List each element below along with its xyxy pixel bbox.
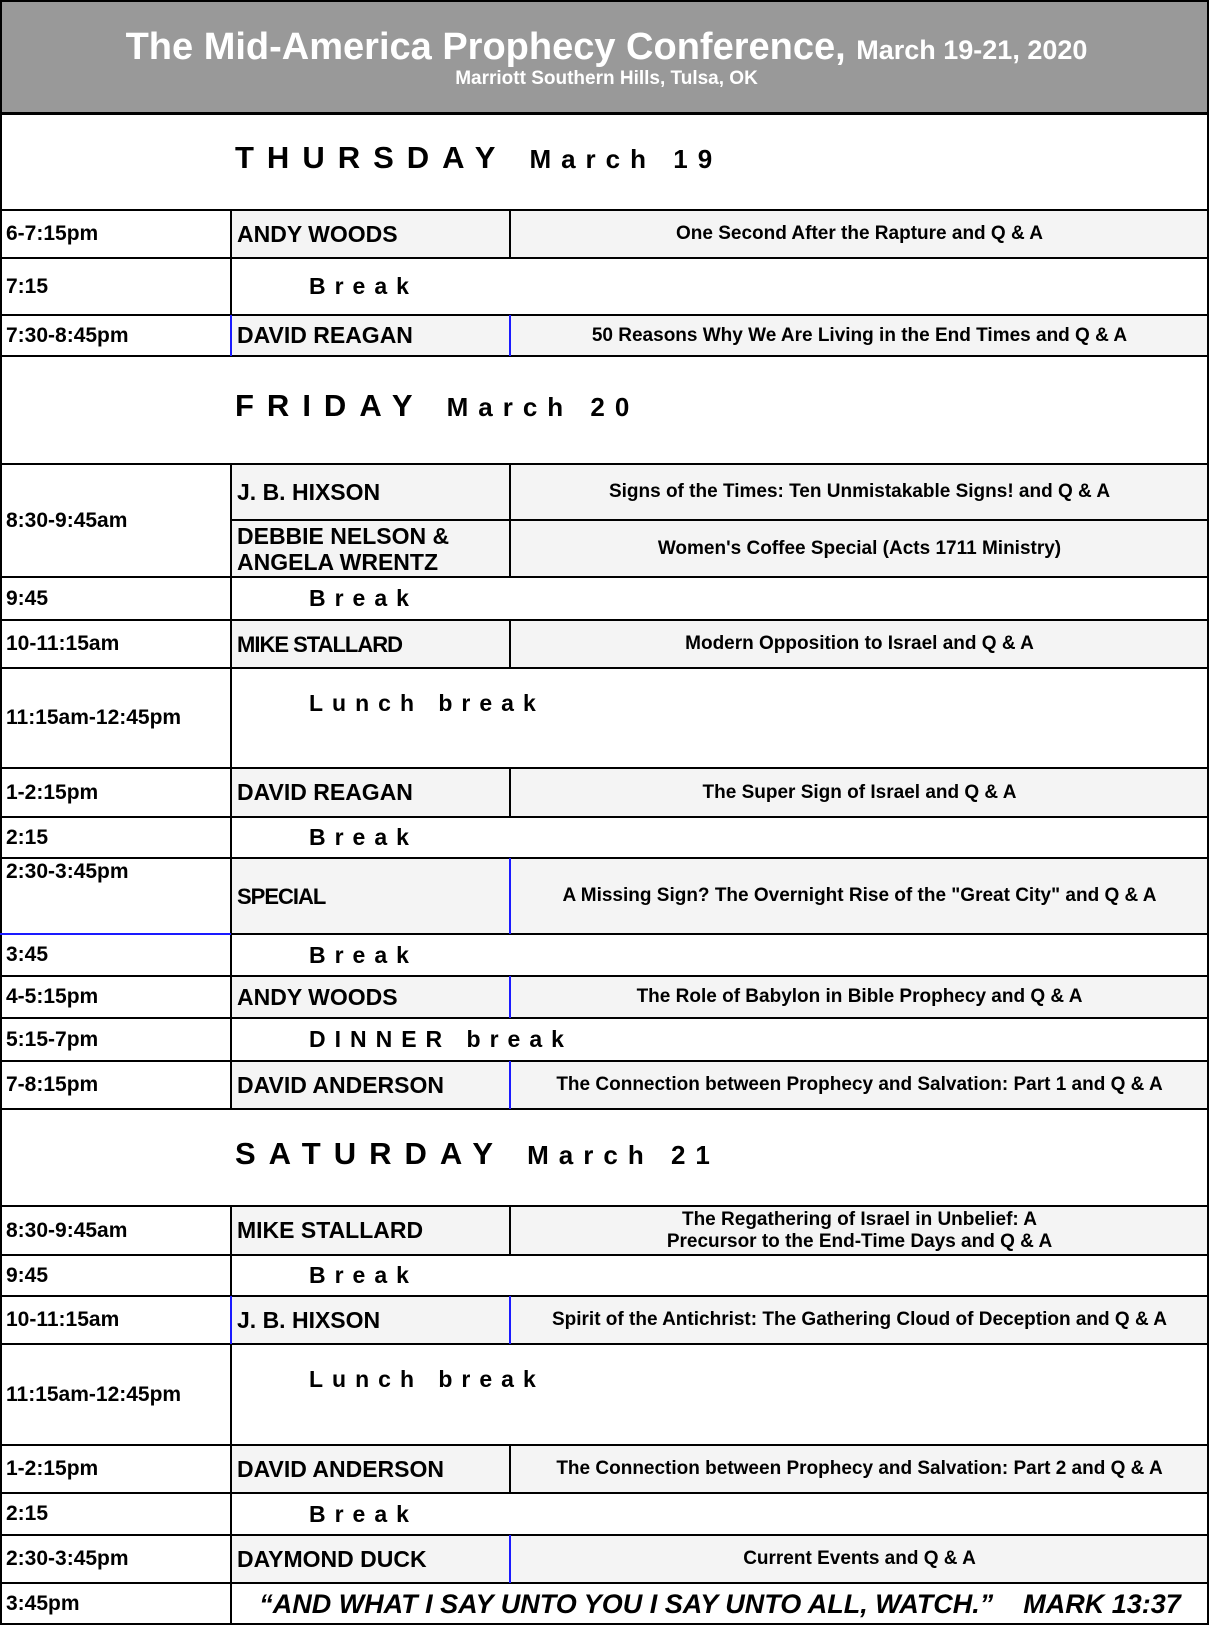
row-divider [0, 314, 1209, 316]
day-name: FRIDAY [235, 388, 447, 423]
session-time: 10-11:15am [0, 620, 231, 668]
column-divider [509, 620, 511, 668]
conference-dates: March 19-21, 2020 [856, 35, 1088, 65]
row-divider [0, 933, 231, 935]
row-divider [0, 816, 1209, 818]
session-time: 7:15 [0, 258, 231, 315]
day-label [235, 388, 639, 424]
column-divider [509, 315, 511, 356]
session-topic: The Role of Babylon in Bible Prophecy and Q & A [510, 976, 1209, 1018]
column-divider [230, 1061, 232, 1109]
session-topic: 50 Reasons Why We Are Living in the End Times and Q & A [510, 315, 1209, 356]
break-label: DINNER break [231, 1018, 1209, 1061]
session-time: 8:30-9:45am [0, 464, 231, 577]
column-divider [230, 768, 232, 817]
column-divider [230, 1493, 232, 1535]
column-divider [230, 1583, 232, 1625]
day-date: March 19 [529, 144, 723, 174]
break-label: Break [231, 1493, 1209, 1535]
session-topic: Signs of the Times: Ten Unmistakable Signs! and Q & A [510, 464, 1209, 520]
session-topic: Women's Coffee Special (Acts 1711 Ministry) [510, 520, 1209, 577]
row-divider [0, 463, 1209, 465]
row-divider [0, 209, 1209, 211]
session-speaker: DAVID REAGAN [231, 315, 510, 356]
column-divider [230, 817, 232, 858]
column-divider [230, 934, 232, 976]
column-divider [230, 1018, 232, 1061]
day-label [235, 1136, 720, 1172]
row-divider [0, 619, 1209, 621]
column-divider [230, 210, 232, 258]
session-topic: Modern Opposition to Israel and Q & A [510, 620, 1209, 668]
session-time: 3:45 [0, 934, 231, 976]
column-divider [230, 976, 232, 1018]
row-divider [0, 1492, 1209, 1494]
session-topic: The Connection between Prophecy and Salvation: Part 2 and Q & A [510, 1445, 1209, 1493]
session-time: 7:30-8:45pm [0, 315, 231, 356]
day-heading-friday [0, 356, 1209, 464]
conference-title [2, 24, 1209, 73]
row-divider [0, 576, 1209, 578]
row-divider [0, 1108, 1209, 1110]
column-divider [230, 858, 232, 934]
row-divider [0, 1534, 1209, 1536]
session-time: 7-8:15pm [0, 1061, 231, 1109]
break-label: Break [231, 1255, 1209, 1296]
row-divider [0, 1205, 1209, 1207]
day-heading-thursday [0, 114, 1209, 210]
schedule-header [0, 0, 1209, 114]
row-divider [0, 1295, 1209, 1297]
day-date: March 21 [527, 1139, 720, 1170]
row-divider [0, 1343, 1209, 1345]
session-time: 5:15-7pm [0, 1018, 231, 1061]
day-heading-saturday [0, 1109, 1209, 1206]
column-divider [509, 1061, 511, 1109]
session-topic: A Missing Sign? The Overnight Rise of the "Great City" and Q & A [510, 858, 1209, 934]
session-speaker: DEBBIE NELSON & ANGELA WRENTZ [231, 520, 510, 577]
row-divider [231, 519, 1209, 521]
session-time: 10-11:15am [0, 1296, 231, 1344]
session-time: 8:30-9:45am [0, 1206, 231, 1255]
session-topic: The Super Sign of Israel and Q & A [510, 768, 1209, 817]
break-label: Break [231, 934, 1209, 976]
row-divider [0, 667, 1209, 669]
column-divider [230, 1206, 232, 1255]
conference-name: The Mid-America Prophecy Conference, [125, 26, 846, 68]
session-topic: The Regathering of Israel in Unbelief: A Precursor to the End-Time Days and Q & A [510, 1206, 1209, 1255]
column-divider [509, 1296, 511, 1344]
row-divider [0, 257, 1209, 259]
column-divider [509, 768, 511, 817]
day-label [235, 140, 722, 176]
column-divider [509, 1206, 511, 1255]
session-speaker: ANDY WOODS [231, 210, 510, 258]
session-speaker: MIKE STALLARD [231, 620, 510, 668]
column-divider [230, 620, 232, 668]
session-time: 11:15am-12:45pm [0, 1344, 231, 1445]
row-divider [0, 1254, 1209, 1256]
break-label: Break [231, 577, 1209, 620]
session-time: 2:15 [0, 817, 231, 858]
column-divider [230, 258, 232, 315]
column-divider [230, 1344, 232, 1445]
column-divider [509, 464, 511, 577]
session-topic: Current Events and Q & A [510, 1535, 1209, 1583]
column-divider [509, 858, 511, 934]
column-divider [230, 464, 232, 577]
session-speaker: DAVID ANDERSON [231, 1061, 510, 1109]
session-speaker: DAVID REAGAN [231, 768, 510, 817]
column-divider [230, 1445, 232, 1493]
session-speaker: MIKE STALLARD [231, 1206, 510, 1255]
row-divider [0, 113, 1209, 115]
conference-venue: Marriott Southern Hills, Tulsa, OK [455, 68, 758, 89]
session-time: 3:45pm [0, 1583, 231, 1625]
session-time: 1-2:15pm [0, 768, 231, 817]
row-divider [0, 355, 1209, 357]
column-divider [509, 1445, 511, 1493]
row-divider [0, 1060, 1209, 1062]
column-divider [0, 114, 2, 1625]
session-topic: The Connection between Prophecy and Salvation: Part 1 and Q & A [510, 1061, 1209, 1109]
session-speaker: DAVID ANDERSON [231, 1445, 510, 1493]
day-date: March 20 [446, 392, 640, 422]
column-divider [509, 1535, 511, 1583]
session-time: 2:30-3:45pm [0, 858, 231, 934]
day-name: THURSDAY [235, 140, 530, 175]
session-speaker: J. B. HIXSON [231, 1296, 510, 1344]
session-time: 11:15am-12:45pm [0, 668, 231, 768]
column-divider [230, 1255, 232, 1296]
session-time: 2:15 [0, 1493, 231, 1535]
closing-quote: “AND WHAT I SAY UNTO YOU I SAY UNTO ALL, WATCH.” MARK 13:37 [231, 1583, 1209, 1625]
session-time: 4-5:15pm [0, 976, 231, 1018]
day-name: SATURDAY [235, 1135, 528, 1171]
row-divider [0, 857, 1209, 859]
session-time: 9:45 [0, 577, 231, 620]
row-divider [0, 767, 1209, 769]
break-label: Break [231, 817, 1209, 858]
session-speaker: DAYMOND DUCK [231, 1535, 510, 1583]
column-divider [230, 577, 232, 620]
session-speaker: SPECIAL [231, 858, 510, 934]
column-divider [230, 668, 232, 768]
column-divider [509, 210, 511, 258]
break-label: Break [231, 258, 1209, 315]
row-divider [0, 1017, 1209, 1019]
column-divider [230, 315, 232, 356]
column-divider [230, 1535, 232, 1583]
session-time: 1-2:15pm [0, 1445, 231, 1493]
session-topic: Spirit of the Antichrist: The Gathering Cloud of Deception and Q & A [510, 1296, 1209, 1344]
break-label: Lunch break [231, 668, 1209, 768]
column-divider [509, 976, 511, 1018]
session-speaker: J. B. HIXSON [231, 464, 510, 520]
session-time: 2:30-3:45pm [0, 1535, 231, 1583]
session-topic: One Second After the Rapture and Q & A [510, 210, 1209, 258]
row-divider [0, 975, 1209, 977]
break-label: Lunch break [231, 1344, 1209, 1445]
session-speaker: ANDY WOODS [231, 976, 510, 1018]
column-divider [230, 1296, 232, 1344]
session-time: 6-7:15pm [0, 210, 231, 258]
session-time: 9:45 [0, 1255, 231, 1296]
row-divider [0, 1582, 1209, 1584]
row-divider [0, 1444, 1209, 1446]
